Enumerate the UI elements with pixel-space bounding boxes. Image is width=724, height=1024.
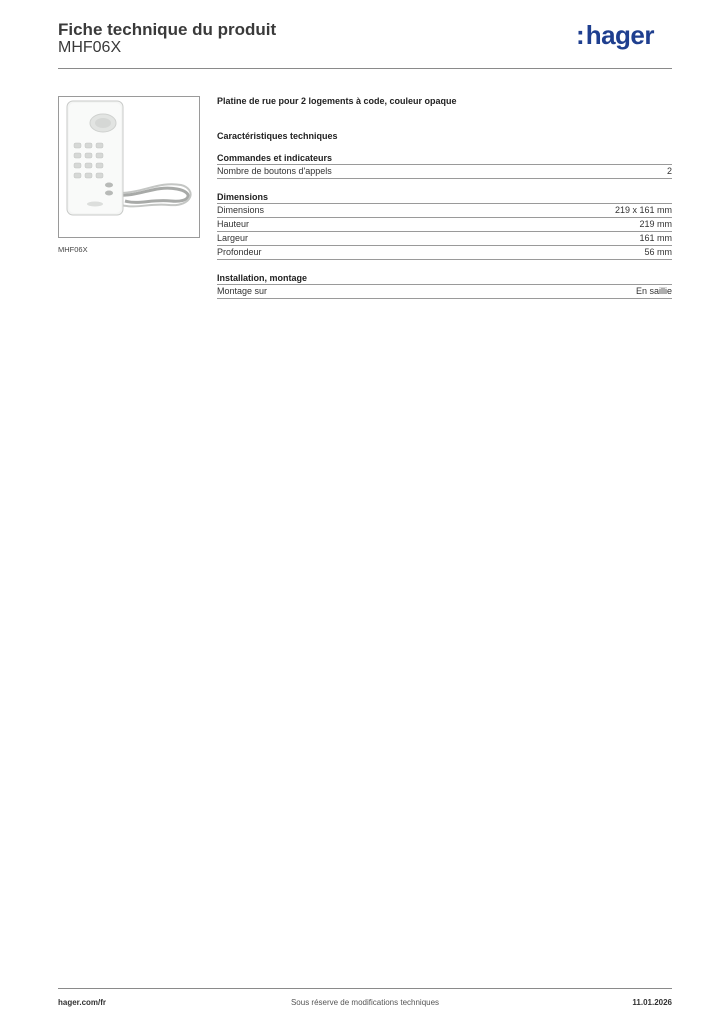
- spec-label: Montage sur: [217, 286, 268, 296]
- spec-group-title: Installation, montage: [217, 272, 672, 285]
- product-description: Platine de rue pour 2 logements à code, couleur opaque: [217, 96, 457, 106]
- spec-group-title: Dimensions: [217, 191, 672, 204]
- hager-logo: :hager: [576, 20, 654, 50]
- spec-row: [217, 285, 672, 299]
- spec-row: [217, 165, 672, 179]
- page-header: [58, 20, 672, 70]
- logo-text: hager: [585, 20, 654, 50]
- header-divider: [58, 68, 672, 69]
- spec-group-installation: [217, 272, 672, 299]
- spec-value: 161 mm: [639, 233, 672, 243]
- spec-row: [217, 218, 672, 232]
- document-title: Fiche technique du produit: [58, 20, 277, 39]
- footer-divider: [58, 988, 672, 989]
- product-image: [58, 96, 200, 238]
- footer-date: 11.01.2026: [632, 998, 672, 1007]
- spec-label: Dimensions: [217, 205, 265, 215]
- characteristics-title: Caractéristiques techniques: [217, 131, 338, 141]
- spec-row: [217, 232, 672, 246]
- footer-website-link[interactable]: hager.com/fr: [58, 998, 107, 1007]
- footer-notice: Sous réserve de modifications techniques: [290, 998, 440, 1007]
- spec-value: En saillie: [635, 286, 672, 296]
- spec-group-dimensions: [217, 191, 672, 260]
- spec-value: 219 x 161 mm: [614, 205, 672, 215]
- spec-value: 219 mm: [639, 219, 672, 229]
- spec-group-title: Commandes et indicateurs: [217, 152, 672, 165]
- product-specifications: [217, 95, 672, 299]
- spec-label: Hauteur: [217, 219, 250, 229]
- spec-label: Largeur: [217, 233, 249, 243]
- spec-label: Profondeur: [217, 247, 262, 257]
- intercom-panel-illustration: [59, 97, 199, 237]
- product-reference: MHF06X: [58, 39, 122, 56]
- spec-row: [217, 246, 672, 260]
- spec-group-controls: [217, 152, 672, 179]
- page-footer: [58, 998, 672, 1012]
- product-image-caption: MHF06X: [58, 245, 88, 254]
- spec-row: [217, 204, 672, 218]
- spec-label: Nombre de boutons d'appels: [217, 166, 332, 176]
- spec-value: 56 mm: [644, 247, 672, 257]
- spec-value: 2: [666, 166, 672, 176]
